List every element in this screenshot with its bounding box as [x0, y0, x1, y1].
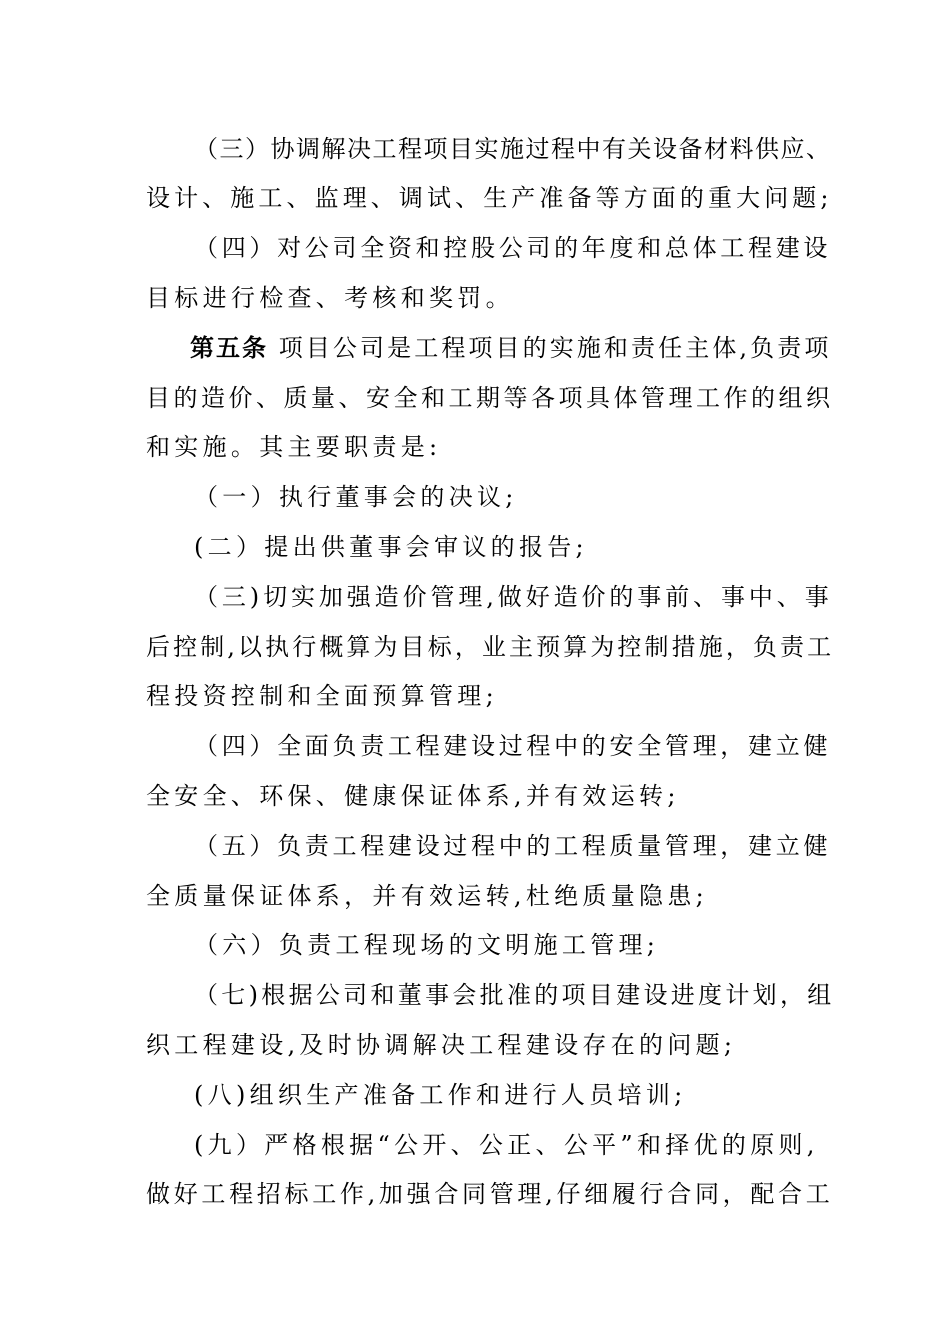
- text-line: 做好工程招标工作,加强合同管理,仔细履行合同，配合工: [146, 1180, 834, 1208]
- text-line: 程投资控制和全面预算管理;: [146, 682, 498, 710]
- text-line: 全质量保证体系，并有效运转,杜绝质量隐患;: [146, 882, 709, 910]
- text-line: （六）负责工程现场的文明施工管理;: [194, 931, 660, 959]
- article-heading: 第五条: [190, 334, 268, 362]
- text-line: 设计、施工、监理、调试、生产准备等方面的重大问题;: [146, 184, 833, 212]
- text-line: （五）负责工程建设过程中的工程质量管理，建立健: [194, 832, 832, 860]
- text-line: 目的造价、质量、安全和工期等各项具体管理工作的组织: [146, 384, 834, 412]
- text-line: 和实施。其主要职责是:: [146, 433, 442, 461]
- text-line: （四）对公司全资和控股公司的年度和总体工程建设: [194, 234, 832, 262]
- article-line: [190, 332, 831, 364]
- text-line: (九）严格根据“公开、公正、公平”和择优的原则,: [194, 1131, 819, 1159]
- text-line: （三）协调解决工程项目实施过程中有关设备材料供应、: [194, 135, 832, 163]
- text-line: 织工程建设,及时协调解决工程建设存在的问题;: [146, 1031, 737, 1059]
- text-line: （七)根据公司和董事会批准的项目建设进度计划，组: [194, 981, 835, 1009]
- text-line: （三)切实加强造价管理,做好造价的事前、事中、事: [194, 583, 833, 611]
- text-line: （一）执行董事会的决议;: [194, 483, 518, 511]
- text-line: (二）提出供董事会审议的报告;: [194, 533, 588, 561]
- text-line: (八)组织生产准备工作和进行人员培训;: [194, 1081, 687, 1109]
- article-text: 项目公司是工程项目的实施和责任主体,负责项: [268, 334, 832, 362]
- text-line: 全安全、环保、健康保证体系,并有效运转;: [146, 782, 680, 810]
- text-line: 目标进行检查、考核和奖罚。: [146, 284, 514, 312]
- text-line: （四）全面负责工程建设过程中的安全管理，建立健: [194, 732, 832, 760]
- text-line: 后控制,以执行概算为目标，业主预算为控制措施，负责工: [146, 633, 835, 661]
